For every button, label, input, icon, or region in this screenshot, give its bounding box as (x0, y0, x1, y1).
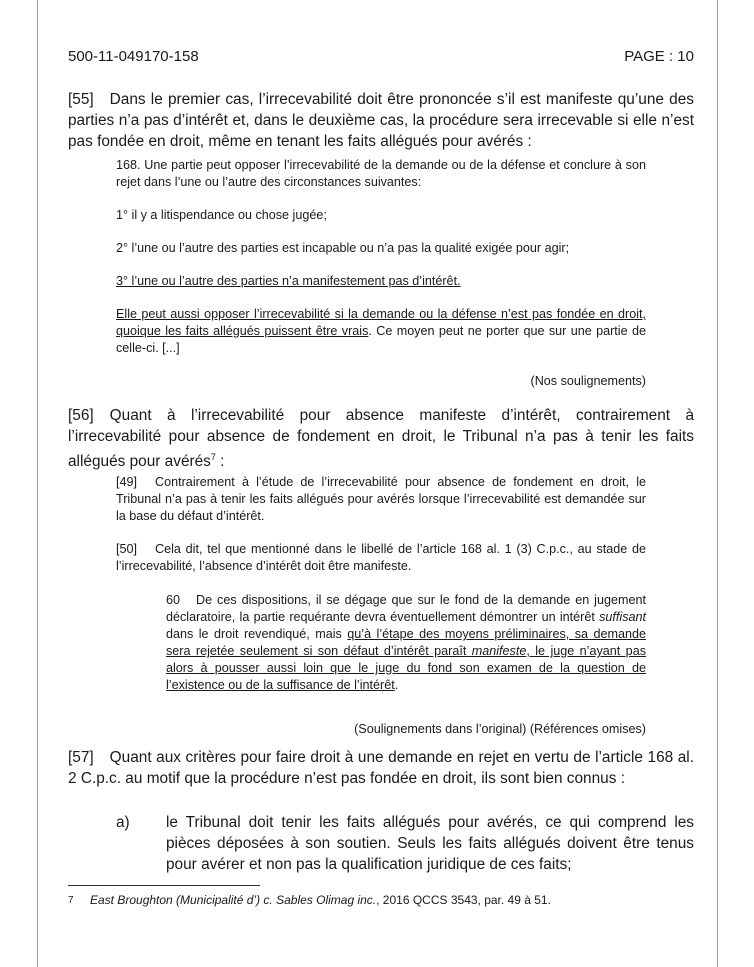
paragraph-number: [57] (68, 749, 94, 766)
quote-paragraph-50 (116, 541, 646, 575)
closing-underlined: Elle peut aussi opposer l’irrecevabilité si la demande ou la défense n’est pas fondée en droit, quoique les faits allégués puissent être vrais (116, 307, 646, 338)
quote-text: Contrairement à l’étude de l’irrecevabilité pour absence de fondement en droit, le Tribunal n’a pas à tenir les faits allégués pour avérés lorsque l’irrecevabilité est demandée sur la base du défaut d’intérêt. (116, 475, 646, 523)
article-item-3: 3° l’une ou l’autre des parties n’a manifestement pas d’intérêt. (116, 274, 461, 288)
quote-source-note (116, 721, 646, 738)
quote-text: Cela dit, tel que mentionné dans le libellé de l’article 168 al. 1 (3) C.p.c., au stade de l’irrecevabilité, l’absence d’intérêt doit être manifeste. (116, 542, 646, 573)
article-item-2: 2° l’une ou l’autre des parties est incapable ou n’a pas la qualité exigée pour agir; (116, 241, 570, 255)
paragraph-number: [55] (68, 91, 94, 108)
paragraph-end: : (215, 453, 225, 471)
quote-article-168 (116, 157, 646, 390)
quote-number: [50] (116, 542, 138, 556)
article-intro: 168. Une partie peut opposer l’irrecevabilité de la demande ou de la défense et conclure à son rejet dans l’une ou l’autre des circonstances suivantes: (116, 158, 646, 189)
quote-underlined-a: qu’à l’étape des moyens préliminaires, sa demande sera rejetée seulement si son défaut d’intérêt paraît (166, 627, 646, 658)
paragraph-text: Quant à l’irrecevabilité pour absence manifeste d’intérêt, contrairement à l’irrecevabilité pour absence de fondement en droit, le Tribunal n’a pas à tenir les faits allégués pour avérés (68, 407, 694, 471)
paragraph-57 (68, 747, 694, 789)
paragraph-56 (68, 405, 694, 472)
footnote-ref: 7 (210, 452, 216, 462)
quote-text-a: De ces dispositions, il se dégage que sur le fond de la demande en jugement déclaratoire, la partie requérante devra éventuellement démontrer un intérêt (166, 593, 646, 624)
footnote (68, 893, 694, 908)
quote-number: [49] (116, 475, 138, 489)
quote-underlined-italic: manifeste (471, 644, 527, 658)
quote-end: . (394, 678, 399, 692)
nested-quote-60 (166, 592, 646, 694)
paragraph-number: [56] (68, 407, 94, 424)
page-edge-right (717, 0, 718, 967)
list-text: le Tribunal doit tenir les faits allégués pour avérés, ce qui comprend les pièces déposées à son soutien. Seuls les faits allégués doivent être tenus pour avérer et non pas la qualification juridique de ces faits; (166, 814, 694, 873)
footnote-case-name: East Broughton (Municipalité d’) c. Sables Olimag inc. (90, 893, 377, 907)
paragraph-55 (68, 89, 694, 152)
article-item-1: 1° il y a litispendance ou chose jugée; (116, 208, 327, 222)
page-edge-left (37, 0, 38, 967)
footnote-citation: , 2016 QCCS 3543, par. 49 à 51. (376, 893, 551, 907)
source-note: (Soulignements dans l’original) (Références omises) (354, 722, 646, 736)
page-header (68, 48, 694, 65)
paragraph-text: Quant aux critères pour faire droit à une demande en rejet en vertu de l’article 168 al. 2 C.p.c. au motif que la procédure n’est pas fondée en droit, ils sont bien connus : (68, 749, 694, 787)
quote-text-b: dans le droit revendiqué, mais (166, 627, 348, 641)
list-label: a) (116, 814, 130, 831)
page-number: PAGE : 10 (624, 48, 694, 65)
closing-rest: . Ce moyen peut ne porter que sur une partie de celle-ci. [...] (116, 324, 646, 355)
paragraph-text: Dans le premier cas, l’irrecevabilité doit être prononcée s’il est manifeste qu’une des parties n’a pas d’intérêt et, dans le deuxième cas, la procédure sera irrecevable si elle n’est pas fondée en droit, même en tenant les faits allégués pour avérés : (68, 91, 694, 150)
file-number: 500-11-049170-158 (68, 48, 199, 65)
source-note: (Nos soulignements) (530, 374, 646, 388)
quote-paragraph-49 (116, 474, 646, 525)
quote-underlined-b: , le juge n’ayant pas alors à pousser aussi loin que le juge du fond son examen de la question de l’existence ou de la suffisance de l’intérêt (166, 644, 646, 692)
quote-text-italic: suffisant (599, 610, 646, 624)
list-item-a (116, 812, 694, 875)
article-closing (116, 306, 646, 357)
quote-number: 60 (166, 593, 181, 607)
footnote-number: 7 (68, 895, 74, 906)
footnote-rule (68, 885, 260, 886)
